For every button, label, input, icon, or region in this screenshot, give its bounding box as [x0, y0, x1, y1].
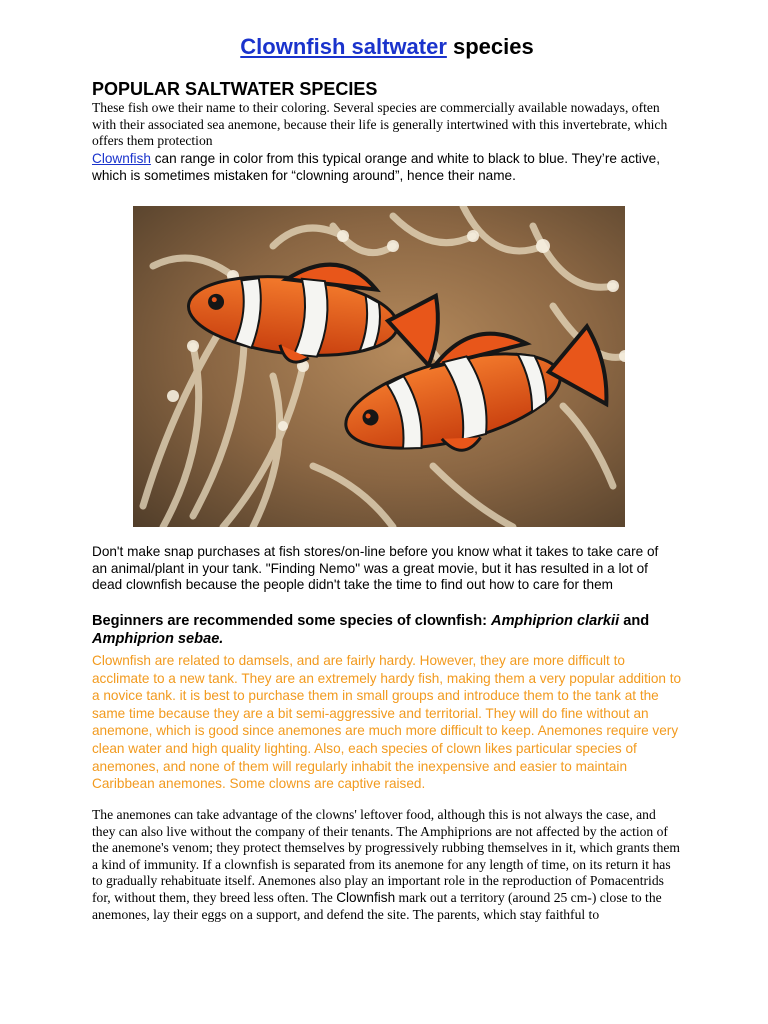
anemone-paragraph — [92, 807, 682, 923]
clownfish-link[interactable]: Clownfish — [92, 151, 151, 166]
snap-purchase-paragraph: Don't make snap purchases at fish stores/on-line before you know what it takes to take care of an animal/plant in your tank. "Finding Nemo" was a great movie, but it has resulted in a lot of dead clownfish because the people didn't take the time to find out how to care for them — [92, 544, 659, 593]
page-title — [92, 34, 682, 60]
hardiness-paragraph: Clownfish are related to damsels, and are fairly hardy. However, they are more difficult to acclimate to a new tank. They are an extremely hardy fish, making them a very popular addition to a novice tank. it is best to purchase them in small groups and introduce them to the tank at the same time because they are a bit semi-aggressive and territorial. They will do fine without an anemone, which is good since anemones are much more difficult to keep. Anemones require very clean water and high quality lighting. Also, each species of clown likes particular species of anemones, and none of them will regularly inhabit the inexpensive and easier to maintain Caribbean anemones. Some clowns are captive raised. — [92, 653, 682, 792]
section-heading: POPULAR SALTWATER SPECIES — [92, 79, 378, 99]
title-link[interactable]: Clownfish saltwater — [240, 34, 447, 59]
anemone-clownfish-word: Clownfish — [336, 889, 396, 905]
color-paragraph-text: can range in color from this typical orange and white to black to blue. They’re active, which is sometimes mistaken for “clowning around”, hence their name. — [92, 151, 660, 183]
intro-paragraph: These fish owe their name to their coloring. Several species are commercially available nowadays, often with their associated sea anemone, because their life is generally intertwined with this invertebrate, which offers them protection — [92, 100, 668, 149]
beginners-heading — [92, 612, 682, 648]
anemone-text-1: The anemones can take advantage of the clowns' leftover food, although this is not always the case, and they can also live without the company of their tenants. The Amphiprions are not affected by the action of the anemone's venom; they protect themselves by progressively rubbing themselves in it, which grants them a kind of immunity. If a clownfish is separated from its anemone for any length of time, on its return it has to gradually rehabituate itself. Anemones also play an important role in the reproduction of Pomacentrids for, without them, they breed less often. The — [92, 807, 680, 905]
color-paragraph — [92, 151, 682, 184]
beginners-prefix: Beginners are recommended some species of clownfish: — [92, 613, 492, 629]
clownfish-photo — [133, 206, 625, 527]
beginners-and: and — [619, 613, 650, 629]
title-rest: species — [446, 34, 534, 59]
species-clarkii: Amphiprion clarkii — [491, 613, 620, 629]
species-sebae: Amphiprion sebae. — [92, 631, 224, 647]
anemone-text-2: mark out a territory (around 25 cm-) close to the anemones, lay their eggs on a support, and defend the site. The parents, which stay faithful to — [92, 889, 662, 922]
clownfish-illustration — [133, 206, 625, 527]
